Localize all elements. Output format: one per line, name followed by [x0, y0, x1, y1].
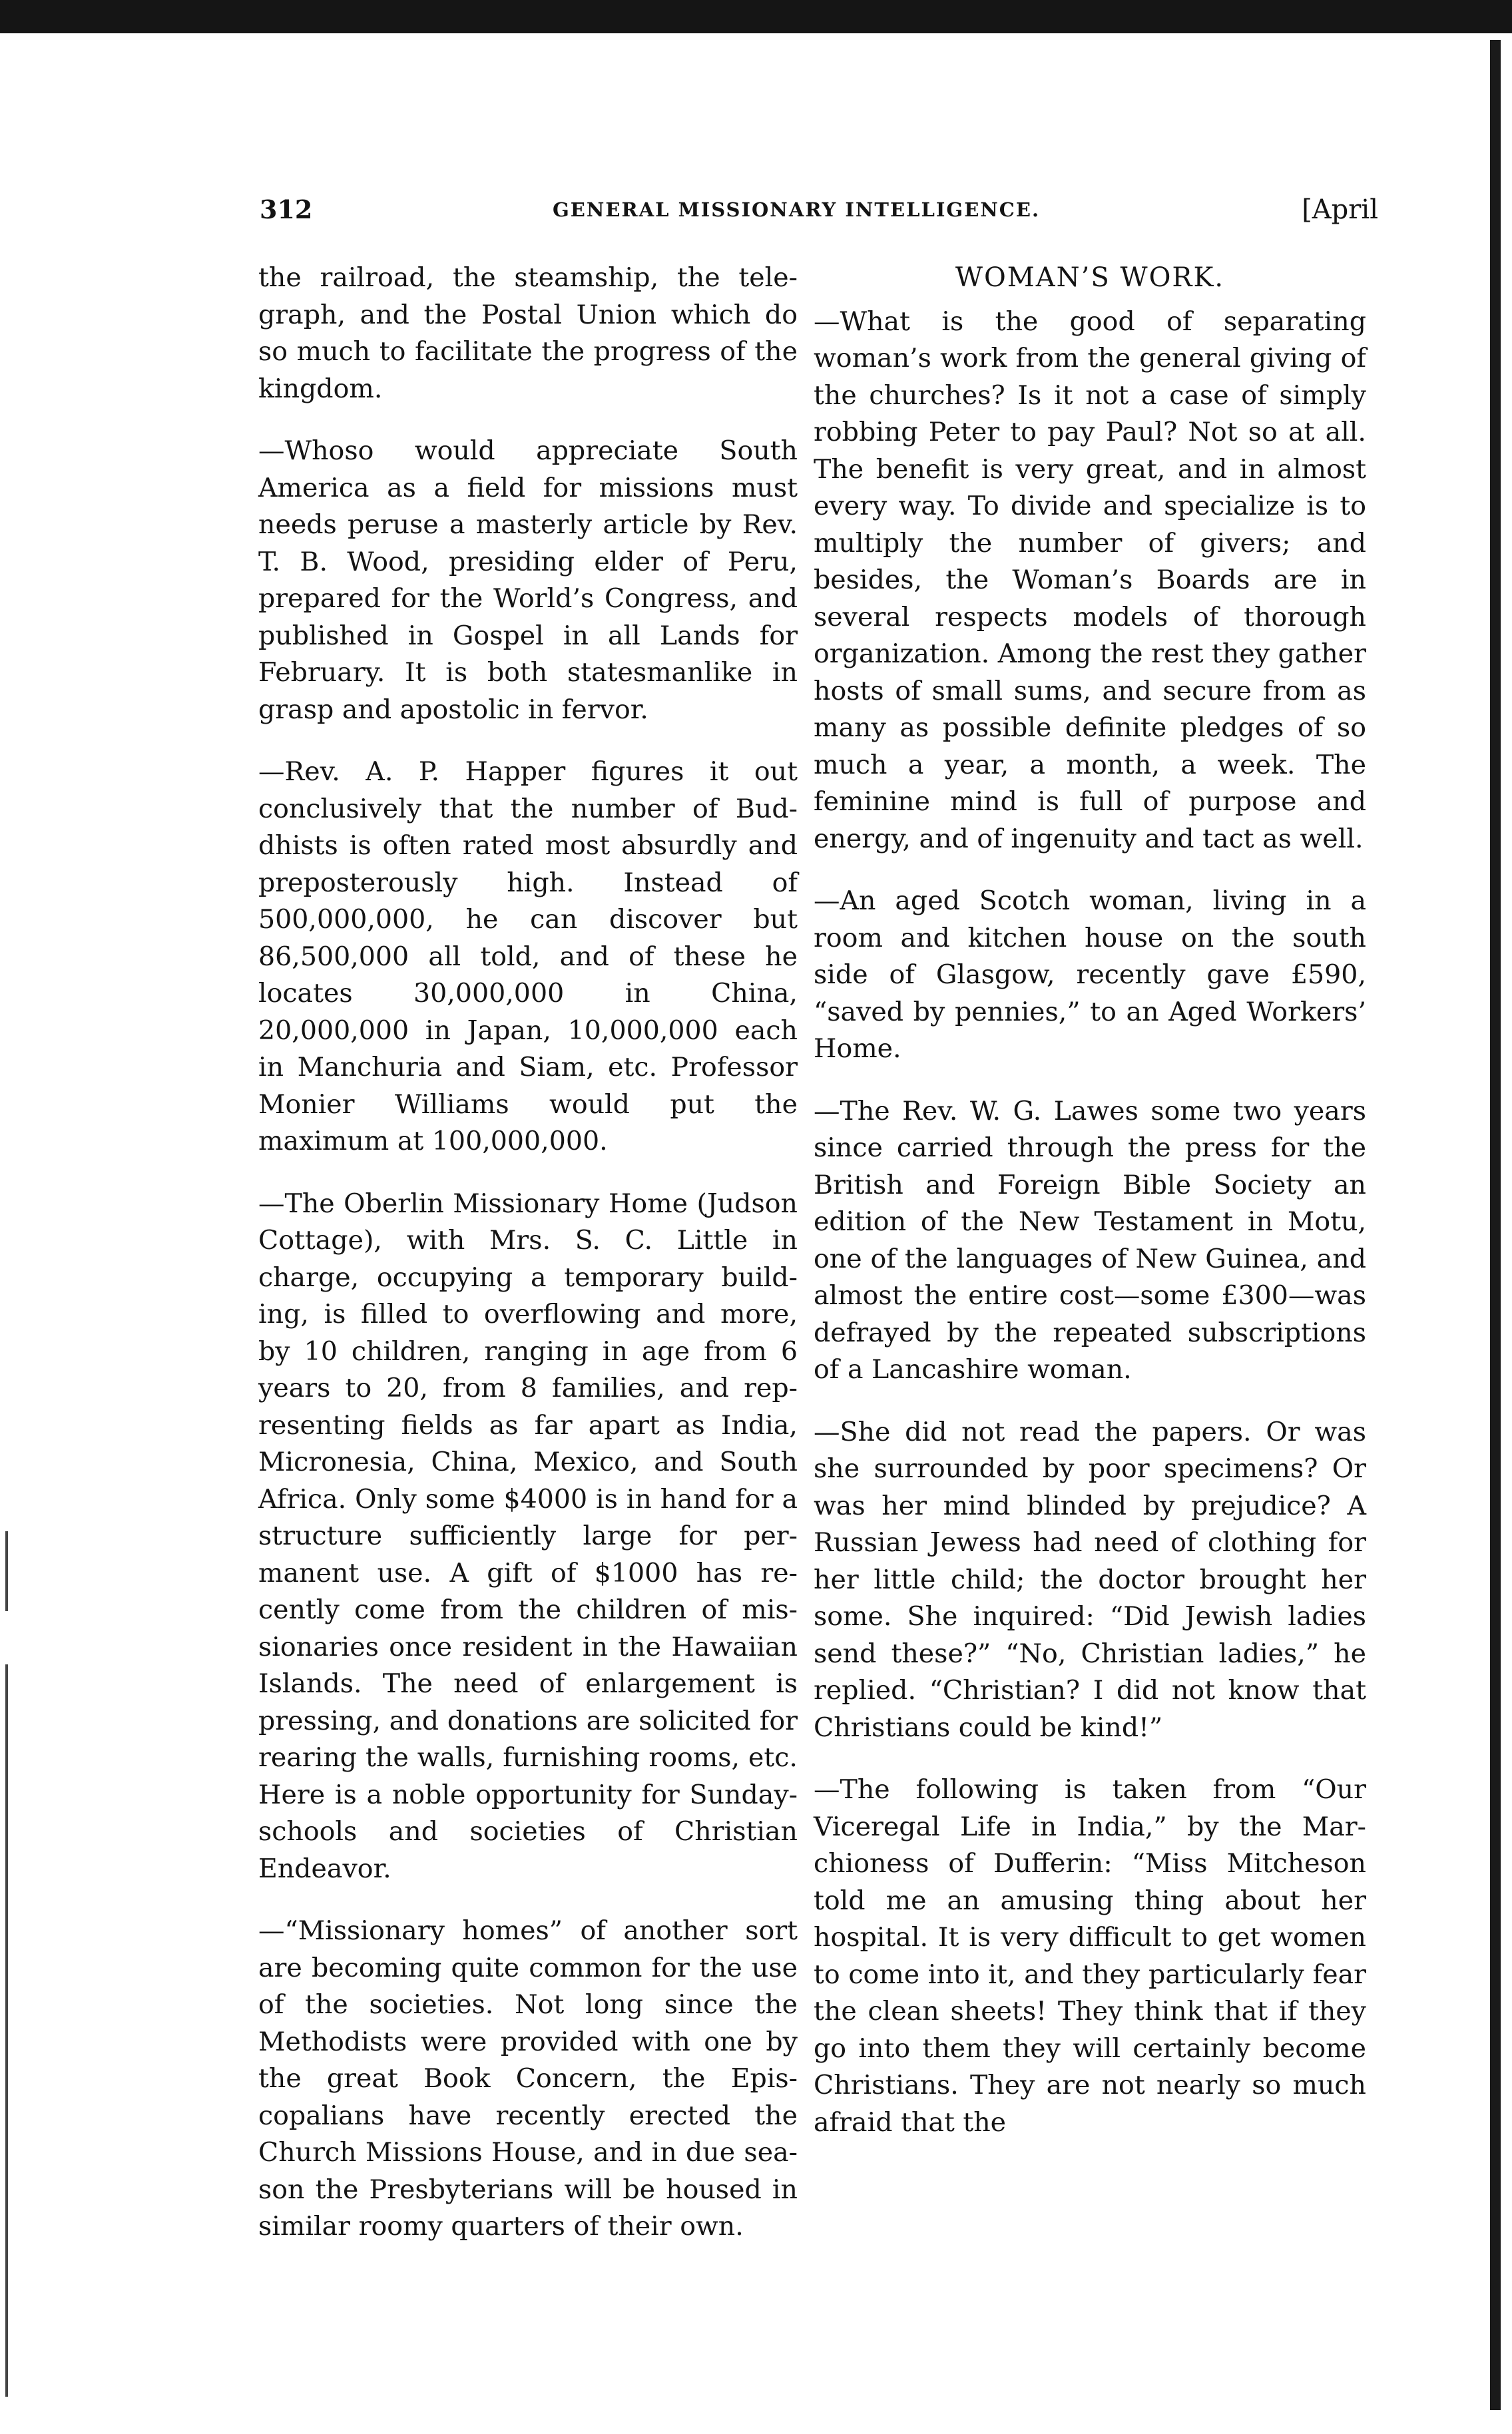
page-number: 312 — [260, 194, 313, 224]
scan-left-mark — [5, 1531, 8, 1611]
page-header — [260, 194, 1378, 234]
paragraph: —What is the good of separating woman’s work from the general giving of the churches? Is it not a case of simply robbing Peter to pay Paul? Not so at all. The benefit is very great, and in almost every way. To divide and specialize is to multiply the number of givers; and besides, the Woman’s Boards are in several respects models of thorough organization. Among the rest they gather hosts of small sums, and secure from as many as possible definite pledges of so much a year, a month, a week. The feminine mind is full of purpose and energy, and of ingenuity and tact as well. — [814, 306, 1366, 854]
paragraph: —The following is taken from “Our Viceregal Life in India,” by the Marchioness of Dufferin: “Miss Mitcheson told me an amusing thing about her hospital. It is very difficult to get women to come into it, and they particularly fear the clean sheets! They think that if they go into them they will certainly become Christians. They are not nearly so much afraid that the — [814, 1774, 1366, 2138]
scan-left-mark — [5, 1664, 8, 2397]
scan-right-border — [1490, 40, 1501, 2410]
paragraph: —She did not read the papers. Or was she surrounded by poor specimens? Or was her mind blinded by prejudice? A Russian Jewess had need of clothing for her little child; the doctor brought her some. She inquired: “Did Jewish ladies send these?” “No, Christian ladies,” he replied. “Christian? I did not know that Christians could be kind!” — [814, 1416, 1366, 1743]
right-column — [814, 260, 1366, 2166]
paragraph: —An aged Scotch woman, living in a room and kitchen house on the south side of Glasgow, recently gave £590, “saved by pennies,” to an Aged Workers’ Home. — [814, 885, 1366, 1064]
paragraph: —“Missionary homes” of another sort are becoming quite common for the use of the societies. Not long since the Methodists were provided with one by the great Book Concern, the Episcopalians have recently erected the Church Missions House, and in due season the Presbyterians will be housed in similar roomy quarters of their own. — [258, 1915, 798, 2242]
paragraph: —Rev. A. P. Happer figures it out conclusively that the number of Buddhists is often rated most absurdly and preposterously high. Instead of 500,000,000, he can discover but 86,500,000 all told, and of these he locates 30,000,000 in China, 20,000,000 in Japan, 10,000,000 each in Manchuria and Siam, etc. Professor Monier Williams would put the maximum at 100,000,000. — [258, 756, 798, 1156]
left-column — [258, 260, 798, 2271]
paragraph: the railroad, the steamship, the telegraph, and the Postal Union which do so much to facilitate the progress of the kingdom. — [258, 262, 798, 404]
scan-top-border — [0, 0, 1512, 33]
paragraph: —The Oberlin Missionary Home (Judson Cottage), with Mrs. S. C. Little in charge, occupying a temporary building, is filled to overflowing and more, by 10 children, ranging in age from 6 years to 20, from 8 families, and representing fields as far apart as India, Micronesia, China, Mexico, and South Africa. Only some $4000 is in hand for a structure sufficiently large for permanent use. A gift of $1000 has recently come from the children of missionaries once resident in the Hawaiian Islands. The need of enlargement is pressing, and donations are solicited for rearing the walls, furnishing rooms, etc. Here is a noble opportunity for Sunday-schools and societies of Christian Endeavor. — [258, 1188, 798, 1884]
running-title: GENERAL MISSIONARY INTELLIGENCE. — [553, 198, 1041, 221]
section-heading: WOMAN’S WORK. — [955, 262, 1225, 293]
paragraph: —The Rev. W. G. Lawes some two years since carried through the press for the British and Foreign Bible Society an edition of the New Testament in Motu, one of the languages of New Guinea, and almost the entire cost—some £300—was defrayed by the repeated subscriptions of a Lancashire woman. — [814, 1095, 1366, 1385]
paragraph: —Whoso would appreciate South America as a field for missions must needs peruse a masterly article by Rev. T. B. Wood, presiding elder of Peru, prepared for the World’s Congress, and published in Gospel in all Lands for February. It is both statesmanlike in grasp and apostolic in fervor. — [258, 435, 798, 725]
issue-month: [April — [1302, 194, 1378, 225]
